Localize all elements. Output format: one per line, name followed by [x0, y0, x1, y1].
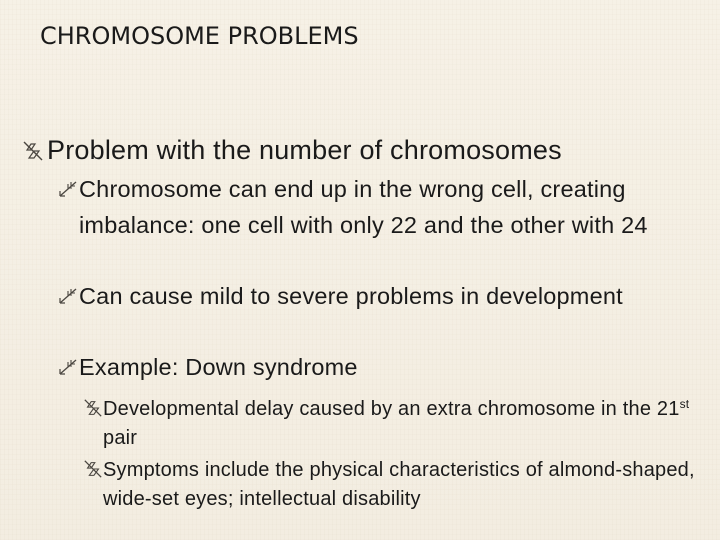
bullet-level2-text: Can cause mild to severe problems in development — [79, 283, 623, 309]
diagonal-flag-bullet-icon — [83, 459, 103, 479]
bullet-level1-text: Problem with the number of chromosomes — [47, 135, 562, 165]
bullet-level2-item — [58, 172, 698, 243]
ordinal-superscript: st — [679, 397, 690, 411]
bullet-level3-text — [103, 395, 703, 453]
feather-arrow-bullet-icon — [58, 358, 78, 376]
bullet-level2-text: Example: Down syndrome — [79, 354, 358, 380]
diagonal-flag-bullet-icon — [22, 140, 44, 162]
bullet-level1 — [22, 134, 702, 166]
feather-arrow-bullet-icon — [58, 287, 78, 305]
bullet-level3-item — [83, 395, 703, 453]
slide-title: CHROMOSOME PROBLEMS — [40, 22, 359, 50]
bullet-level2-item — [58, 279, 698, 315]
feather-arrow-bullet-icon — [58, 180, 78, 198]
bullet-level3-text: Symptoms include the physical characteristics of almond-shaped, wide-set eyes; intellectual disability — [103, 459, 695, 510]
bullet-level3-text-tail: pair — [103, 427, 138, 449]
bullet-level3-text-main: Developmental delay caused by an extra chromosome in the 21 — [103, 398, 680, 420]
bullet-level2-item — [58, 350, 698, 386]
bullet-level3-item — [83, 456, 703, 514]
bullet-level2-text: Chromosome can end up in the wrong cell, creating imbalance: one cell with only 22 and the other with 24 — [79, 176, 648, 238]
diagonal-flag-bullet-icon — [83, 398, 103, 418]
